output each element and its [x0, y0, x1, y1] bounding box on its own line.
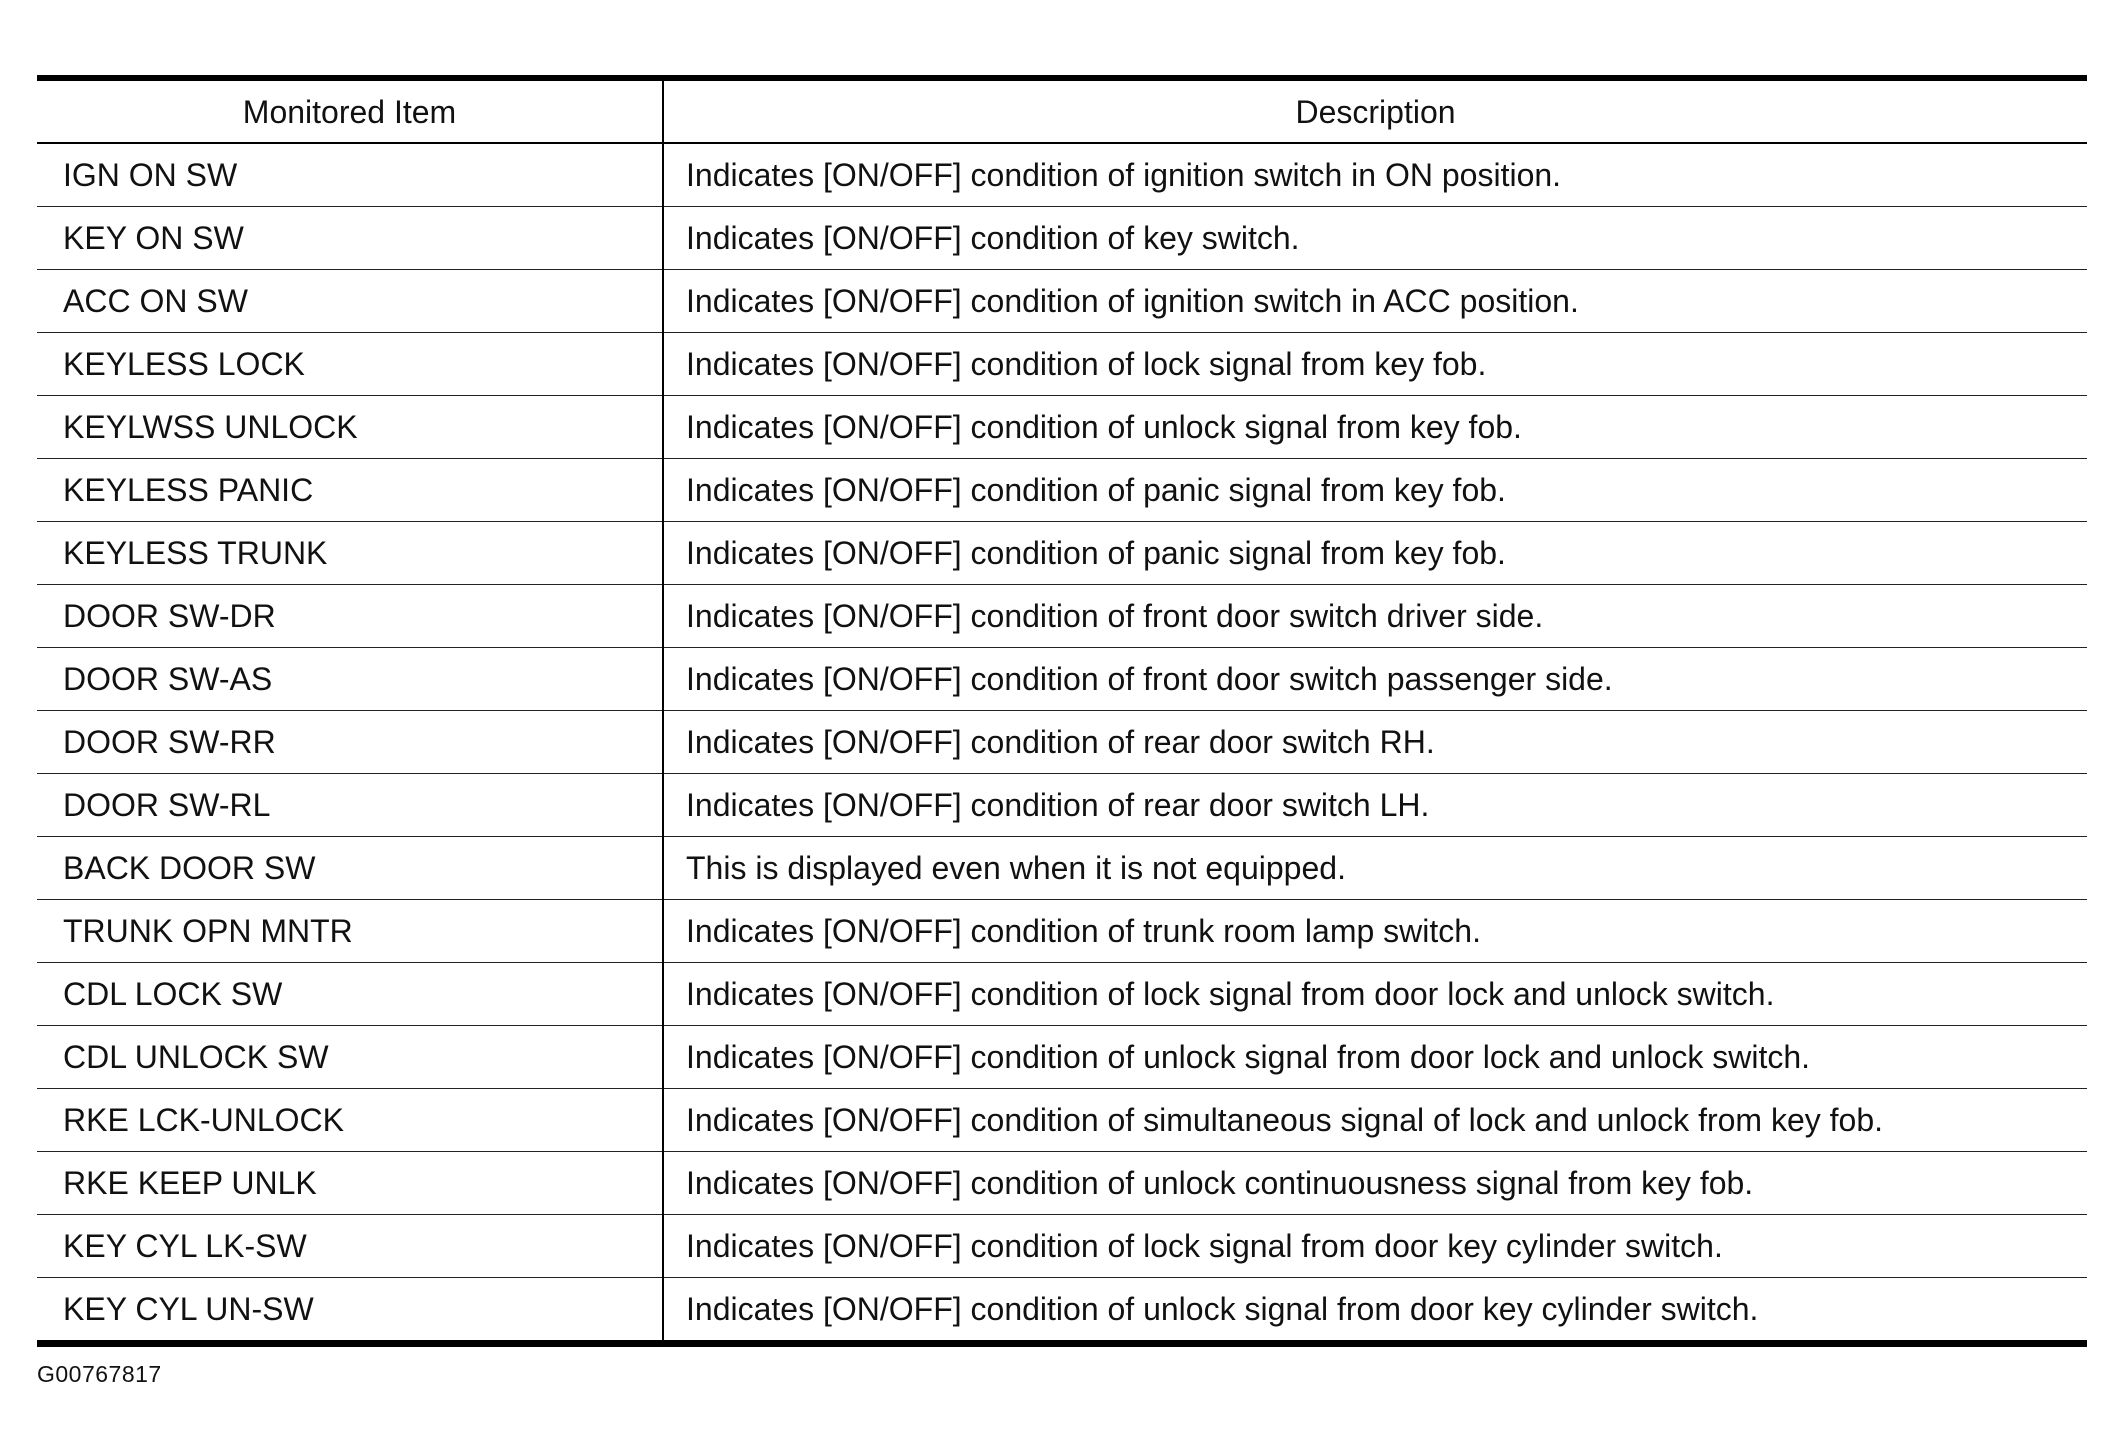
monitored-item-cell: KEY CYL UN-SW	[37, 1278, 663, 1344]
monitored-item-cell: CDL LOCK SW	[37, 963, 663, 1026]
table-row	[37, 207, 2087, 270]
header-monitored-item: Monitored Item	[37, 78, 663, 143]
description-cell: Indicates [ON/OFF] condition of ignition switch in ACC position.	[663, 270, 2087, 333]
description-cell: Indicates [ON/OFF] condition of unlock signal from door lock and unlock switch.	[663, 1026, 2087, 1089]
table-row	[37, 585, 2087, 648]
description-cell: Indicates [ON/OFF] condition of key switch.	[663, 207, 2087, 270]
monitored-item-cell: RKE LCK-UNLOCK	[37, 1089, 663, 1152]
monitored-item-cell: ACC ON SW	[37, 270, 663, 333]
description-cell: This is displayed even when it is not equipped.	[663, 837, 2087, 900]
monitored-item-cell: CDL UNLOCK SW	[37, 1026, 663, 1089]
table-row	[37, 143, 2087, 207]
description-cell: Indicates [ON/OFF] condition of lock signal from door lock and unlock switch.	[663, 963, 2087, 1026]
monitored-item-cell: KEYLWSS UNLOCK	[37, 396, 663, 459]
monitored-item-cell: TRUNK OPN MNTR	[37, 900, 663, 963]
table-row	[37, 270, 2087, 333]
description-cell: Indicates [ON/OFF] condition of panic signal from key fob.	[663, 522, 2087, 585]
monitored-item-cell: RKE KEEP UNLK	[37, 1152, 663, 1215]
description-cell: Indicates [ON/OFF] condition of front door switch passenger side.	[663, 648, 2087, 711]
table-row	[37, 1089, 2087, 1152]
monitored-item-cell: DOOR SW-RR	[37, 711, 663, 774]
table-row	[37, 900, 2087, 963]
table-row	[37, 333, 2087, 396]
monitored-item-cell: DOOR SW-DR	[37, 585, 663, 648]
description-cell: Indicates [ON/OFF] condition of front door switch driver side.	[663, 585, 2087, 648]
monitored-item-cell: KEY ON SW	[37, 207, 663, 270]
description-cell: Indicates [ON/OFF] condition of rear door switch RH.	[663, 711, 2087, 774]
monitored-items-table	[37, 75, 2087, 1347]
monitored-item-cell: KEYLESS TRUNK	[37, 522, 663, 585]
table-row	[37, 1278, 2087, 1344]
monitored-item-cell: BACK DOOR SW	[37, 837, 663, 900]
monitored-item-cell: KEYLESS PANIC	[37, 459, 663, 522]
description-cell: Indicates [ON/OFF] condition of simultaneous signal of lock and unlock from key fob.	[663, 1089, 2087, 1152]
description-cell: Indicates [ON/OFF] condition of rear door switch LH.	[663, 774, 2087, 837]
monitored-item-cell: KEYLESS LOCK	[37, 333, 663, 396]
description-cell: Indicates [ON/OFF] condition of lock signal from door key cylinder switch.	[663, 1215, 2087, 1278]
table-row	[37, 774, 2087, 837]
monitor-table-container	[37, 75, 2087, 1347]
table-row	[37, 711, 2087, 774]
table-row	[37, 1215, 2087, 1278]
monitored-item-cell: KEY CYL LK-SW	[37, 1215, 663, 1278]
table-row	[37, 837, 2087, 900]
description-cell: Indicates [ON/OFF] condition of panic signal from key fob.	[663, 459, 2087, 522]
monitored-item-cell: DOOR SW-RL	[37, 774, 663, 837]
figure-id-label: G00767817	[37, 1361, 162, 1387]
monitored-item-cell: DOOR SW-AS	[37, 648, 663, 711]
description-cell: Indicates [ON/OFF] condition of unlock continuousness signal from key fob.	[663, 1152, 2087, 1215]
table-header-row	[37, 78, 2087, 143]
table-row	[37, 522, 2087, 585]
table-row	[37, 396, 2087, 459]
monitored-item-cell: IGN ON SW	[37, 143, 663, 207]
description-cell: Indicates [ON/OFF] condition of unlock signal from key fob.	[663, 396, 2087, 459]
table-row	[37, 648, 2087, 711]
description-cell: Indicates [ON/OFF] condition of lock signal from key fob.	[663, 333, 2087, 396]
table-row	[37, 1026, 2087, 1089]
description-cell: Indicates [ON/OFF] condition of trunk room lamp switch.	[663, 900, 2087, 963]
table-row	[37, 459, 2087, 522]
description-cell: Indicates [ON/OFF] condition of ignition switch in ON position.	[663, 143, 2087, 207]
table-row	[37, 1152, 2087, 1215]
header-description: Description	[663, 78, 2087, 143]
table-row	[37, 963, 2087, 1026]
description-cell: Indicates [ON/OFF] condition of unlock signal from door key cylinder switch.	[686, 1291, 1759, 1327]
